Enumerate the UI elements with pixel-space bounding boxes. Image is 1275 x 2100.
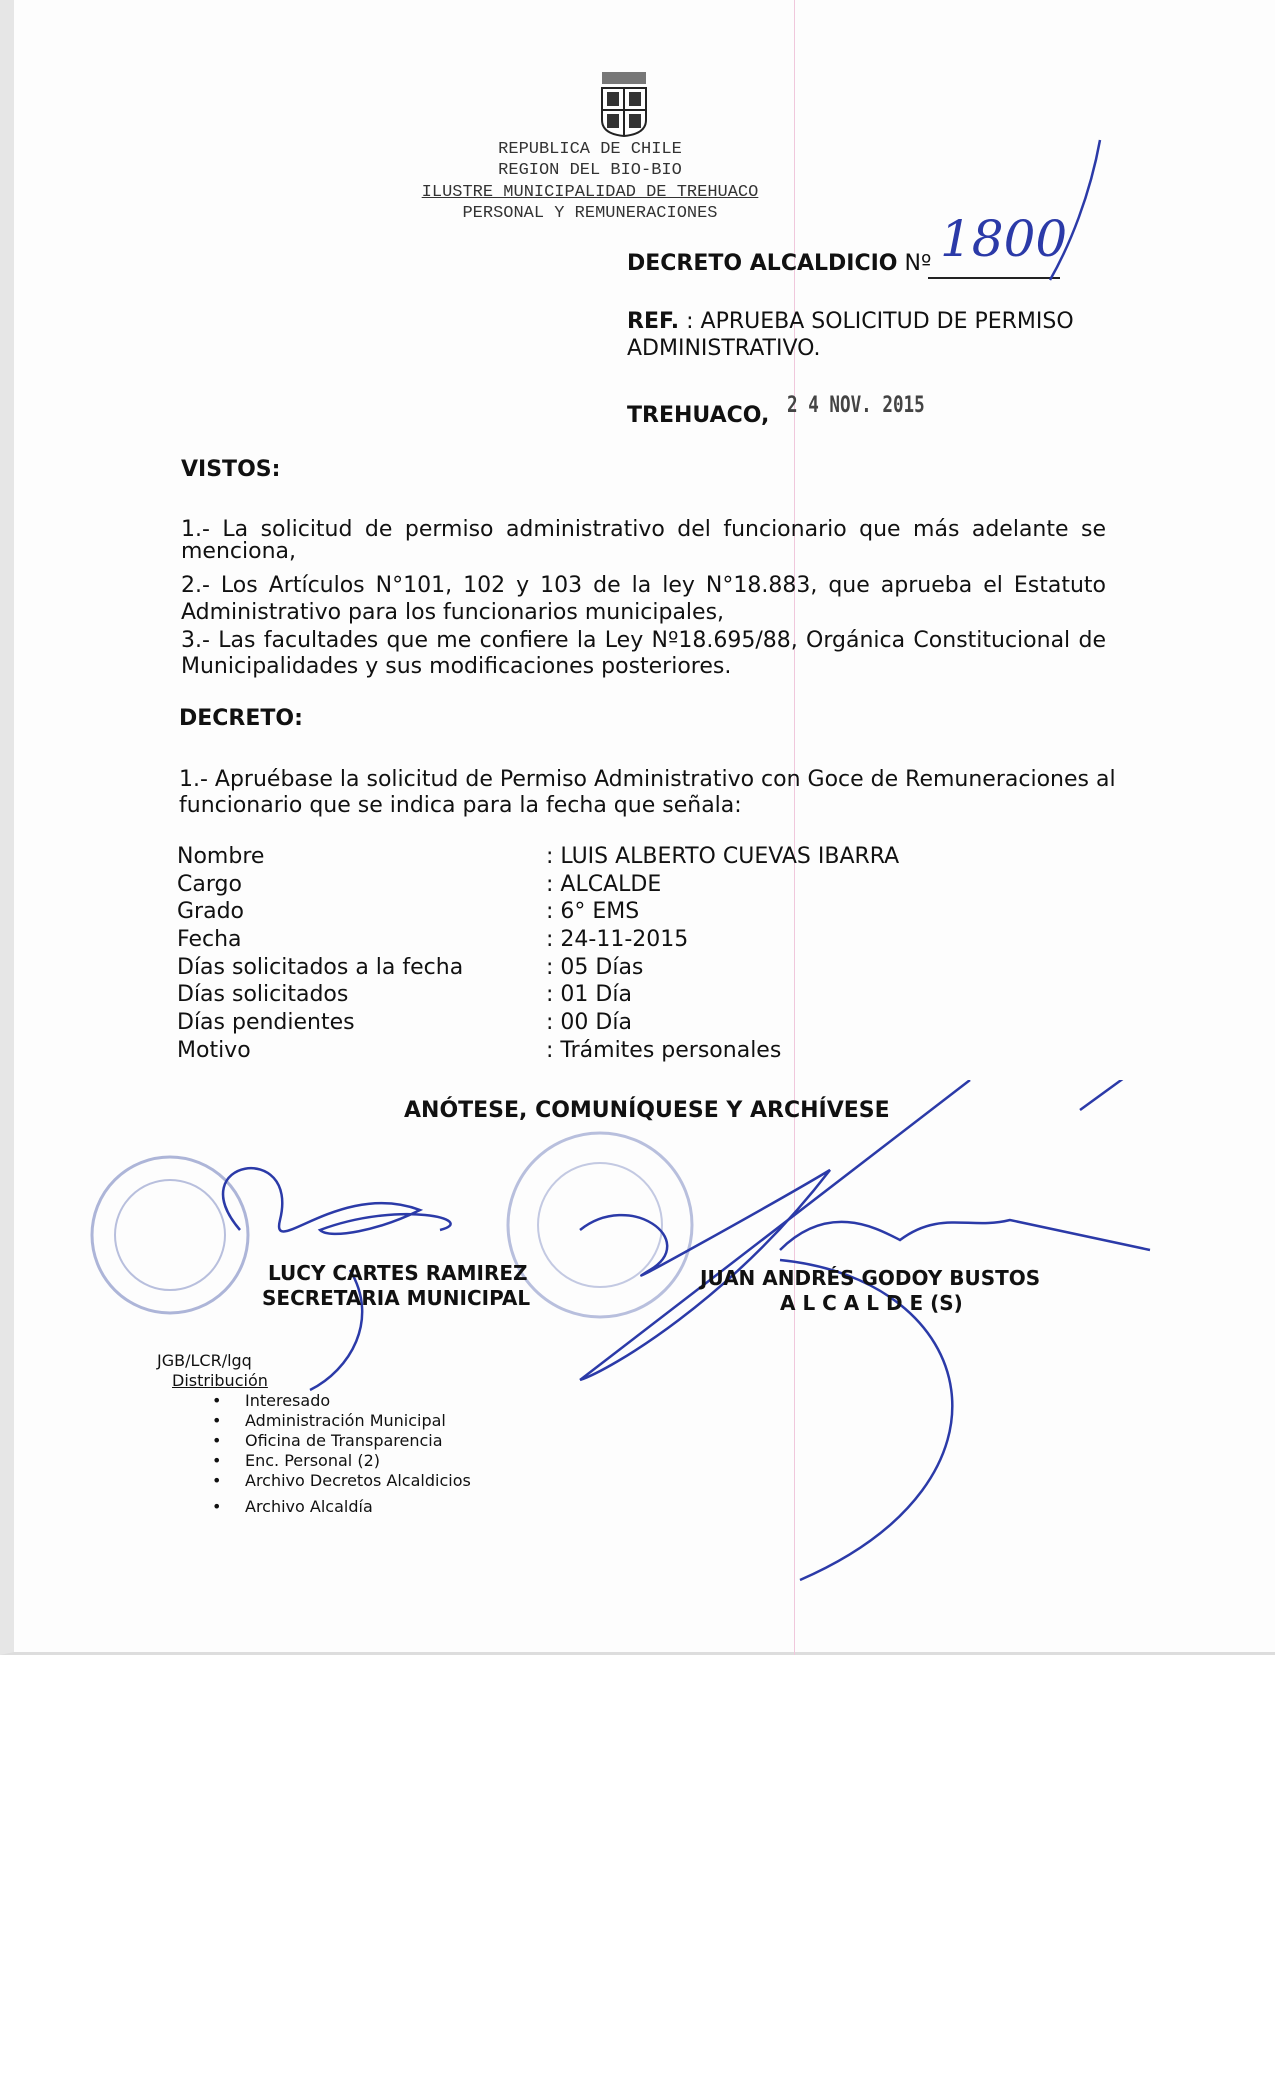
decreto-heading: DECRETO:	[179, 706, 303, 731]
header-line-region: REGION DEL BIO-BIO	[498, 161, 682, 180]
detail-row-cargo	[177, 872, 662, 897]
vistos-item-2: 2.- Los Artículos N°101, 102 y 103 de la ley N°18.883, que aprueba el Estatuto	[181, 573, 1106, 598]
initials: JGB/LCR/lgq	[157, 1351, 252, 1370]
detail-value: : 24-11-2015	[546, 927, 689, 952]
detail-row-dias-pendientes	[177, 1010, 632, 1035]
vistos-item-1: 1.- La solicitud de permiso administrativo del funcionario que más adelante se	[181, 517, 1106, 542]
header-line-country: REPUBLICA DE CHILE	[498, 140, 682, 159]
decree-number-slash-stroke	[1030, 135, 1110, 285]
detail-label: Días solicitados a la fecha	[177, 955, 464, 980]
secretary-role: SECRETARIA MUNICIPAL	[262, 1286, 531, 1310]
decreto-text: 1.- Apruébase la solicitud de Permiso Administrativo con Goce de Remuneraciones al	[179, 767, 1116, 792]
vistos-item-3-cont: Municipalidades y sus modificaciones posteriores.	[181, 654, 732, 679]
detail-row-fecha	[177, 927, 689, 952]
reference	[627, 308, 1074, 335]
vistos-heading: VISTOS:	[181, 457, 281, 482]
detail-label: Días solicitados	[177, 982, 349, 1007]
distribution-list	[245, 1391, 471, 1517]
detail-value: : ALCALDE	[546, 872, 662, 897]
detail-value: : 05 Días	[546, 955, 644, 980]
detail-value: : 00 Día	[546, 1010, 632, 1035]
detail-row-dias-a-la-fecha	[177, 955, 644, 980]
reference-line-2: ADMINISTRATIVO.	[627, 336, 821, 361]
distribution-item: • Archivo Alcaldía	[245, 1497, 471, 1517]
distribution-item: • Oficina de Transparencia	[245, 1431, 471, 1451]
detail-value: : 01 Día	[546, 982, 632, 1007]
decreto-text-cont: funcionario que se indica para la fecha que señala:	[179, 793, 742, 818]
header-line-department: PERSONAL Y REMUNERACIONES	[462, 204, 718, 223]
mayor-name: JUAN ANDRÉS GODOY BUSTOS	[700, 1266, 1041, 1290]
detail-label: Motivo	[177, 1038, 251, 1063]
distribution-item: • Interesado	[245, 1391, 471, 1411]
header-line-municipality: ILUSTRE MUNICIPALIDAD DE TREHUACO	[421, 183, 759, 202]
closing-formula: ANÓTESE, COMUNÍQUESE Y ARCHÍVESE	[404, 1098, 890, 1123]
detail-row-nombre	[177, 844, 900, 869]
number-label: Nº	[904, 251, 932, 276]
mayor-role: A L C A L D E (S)	[780, 1291, 963, 1315]
coat-of-arms-logo	[596, 70, 652, 138]
detail-label: Días pendientes	[177, 1010, 355, 1035]
decree-title	[627, 250, 931, 277]
date-stamp: 2 4 NOV. 2015	[787, 393, 925, 418]
distribution-heading: Distribución	[172, 1371, 268, 1390]
detail-row-grado	[177, 899, 640, 924]
handwritten-signatures	[180, 1080, 1160, 1600]
vistos-item-1-cont: menciona,	[181, 539, 296, 564]
distribution-item: • Archivo Decretos Alcaldicios	[245, 1471, 471, 1491]
detail-row-motivo	[177, 1038, 782, 1063]
distribution-item: • Enc. Personal (2)	[245, 1451, 471, 1471]
vistos-item-2-cont: Administrativo para los funcionarios municipales,	[181, 600, 725, 625]
vistos-item-3: 3.- Las facultades que me confiere la Ley Nº18.695/88, Orgánica Constitucional de	[181, 628, 1106, 653]
ref-label: REF.	[627, 309, 680, 334]
place: TREHUACO,	[627, 403, 770, 428]
detail-value: : Trámites personales	[546, 1038, 782, 1063]
detail-row-dias-solicitados	[177, 982, 632, 1007]
detail-label: Fecha	[177, 927, 242, 952]
decree-number-handwritten: 1800	[940, 210, 1068, 268]
decree-title-text: DECRETO ALCALDICIO	[627, 251, 898, 276]
detail-label: Nombre	[177, 844, 265, 869]
ref-text: : APRUEBA SOLICITUD DE PERMISO	[686, 309, 1074, 334]
detail-label: Grado	[177, 899, 244, 924]
detail-value: : LUIS ALBERTO CUEVAS IBARRA	[546, 844, 900, 869]
secretary-name: LUCY CARTES RAMIREZ	[268, 1261, 528, 1285]
detail-label: Cargo	[177, 872, 242, 897]
detail-value: : 6° EMS	[546, 899, 640, 924]
distribution-item: • Administración Municipal	[245, 1411, 471, 1431]
